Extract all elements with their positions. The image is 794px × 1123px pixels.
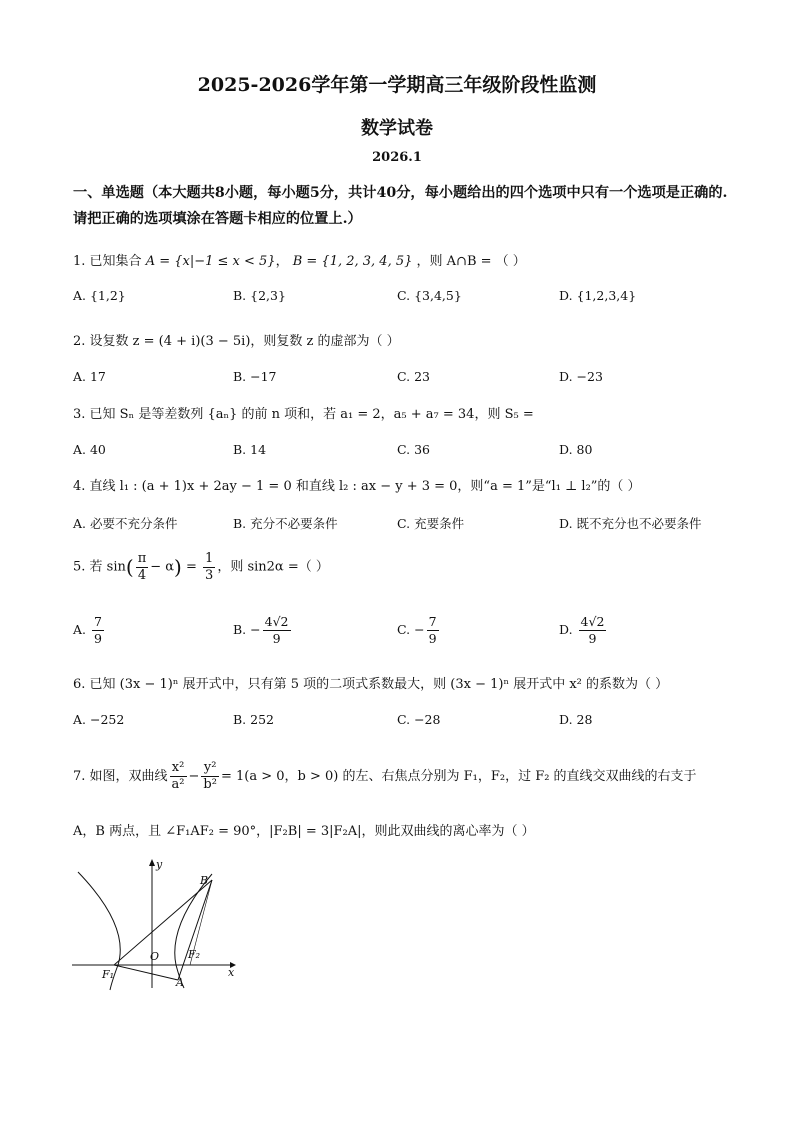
- q5-option-b[interactable]: B. − $\frac{4√2}{9}$: [233, 614, 289, 646]
- q5-inner-tail: − α: [150, 559, 175, 575]
- q2-option-d[interactable]: D. −23: [559, 369, 603, 384]
- y-axis-arrow: [149, 859, 155, 866]
- q1-prefix: 1. 已知集合: [73, 254, 142, 269]
- section-heading: 一、单选题（本大题共8小题，每小题5分，共计40分，每小题给出的四个选项中只有一个选项是正确的.请把正确的选项填涂在答题卡相应的位置上.）: [73, 185, 728, 227]
- q5-suffix: ，则 sin2α =（ ）: [217, 559, 329, 575]
- label-origin: O: [150, 950, 160, 963]
- q4-option-a[interactable]: A. 必要不充分条件: [73, 516, 178, 531]
- q5-prefix: 5. 若 sin: [73, 559, 126, 575]
- question-7-line2: A，B 两点，且 ∠F₁AF₂ = 90°，|F₂B| = 3|F₂A|，则此双曲线的离心率为（ ）: [73, 824, 535, 839]
- question-5: 5. 若 sin( $\frac{\pi}{4}$ − α) = $\frac{1}{3}$ ，则 sin2α =（ ）: [73, 550, 329, 583]
- q1-option-c[interactable]: C. {3,4,5}: [397, 288, 462, 303]
- q7-fraction-x: $\frac{\text{x²}}{\text{a²}}$: [171, 760, 185, 792]
- q3-option-c[interactable]: C. 36: [397, 442, 430, 457]
- exam-subject: 数学试卷: [361, 118, 433, 139]
- q6-option-a[interactable]: A. −252: [73, 712, 125, 727]
- q6-option-b[interactable]: B. 252: [233, 712, 274, 727]
- label-x: x: [228, 966, 235, 979]
- hyperbola-diagram: [70, 856, 240, 991]
- q1-option-a[interactable]: A. {1,2}: [73, 288, 126, 303]
- q7-prefix: 7. 如图，双曲线: [73, 769, 168, 784]
- label-a: A: [176, 976, 184, 989]
- q2-option-a[interactable]: A. 17: [73, 369, 106, 384]
- q7-mid: = 1(a > 0，b > 0) 的左、右焦点分别为 F₁，F₂，过 F₂ 的直线交双曲线的右支于: [220, 769, 697, 784]
- q4-option-c[interactable]: C. 充要条件: [397, 516, 465, 531]
- q2-option-b[interactable]: B. −17: [233, 369, 277, 384]
- label-b: B: [200, 874, 209, 887]
- question-4: 4. 直线 l₁ : (a + 1)x + 2ay − 1 = 0 和直线 l₂ : ax − y + 3 = 0，则“a = 1”是“l₁ ⊥ l₂”的（ ）: [73, 479, 641, 494]
- q5-options: [73, 614, 733, 654]
- exam-title: 2025-2026学年第一学期高三年级阶段性监测: [197, 74, 597, 96]
- q6-option-c[interactable]: C. −28: [397, 712, 441, 727]
- exam-date: 2026.1: [372, 150, 422, 165]
- q1-suffix: ，则 A∩B = （ ）: [416, 254, 526, 269]
- question-3: 3. 已知 Sₙ 是等差数列 {aₙ} 的前 n 项和，若 a₁ = 2，a₅ + a₇ = 34，则 S₅ =: [73, 407, 534, 422]
- line-f1-a: [114, 965, 178, 980]
- hyperbola-right-branch: [175, 874, 212, 988]
- q1-set-a: A = {x|−1 ≤ x < 5}: [145, 254, 276, 269]
- question-6: 6. 已知 (3x − 1)ⁿ 展开式中，只有第 5 项的二项式系数最大，则 (3x − 1)ⁿ 展开式中 x² 的系数为（ ）: [73, 677, 669, 692]
- q3-option-d[interactable]: D. 80: [559, 442, 593, 457]
- q3-options: [73, 442, 733, 462]
- q5-option-d[interactable]: D. $\frac{4√2}{9}$: [559, 614, 605, 646]
- label-f2: F₂: [188, 948, 201, 961]
- q5-option-c[interactable]: C. − $\frac{7}{9}$: [397, 614, 437, 646]
- q5-inner-fraction: $\frac{\pi}{4}$: [137, 550, 147, 583]
- q1-option-b[interactable]: B. {2,3}: [233, 288, 286, 303]
- q6-options: [73, 712, 733, 732]
- q3-option-b[interactable]: B. 14: [233, 442, 267, 457]
- question-7: 7. 如图，双曲线 $\frac{\text{x²}}{\text{a²}}$ − $\frac{\text{y²}}{\text{b²}}$ = 1(a > 0，b > 0) 的左、右焦点分别为 F₁，F₂，过 F₂ 的直线交双曲线的右支于: [73, 760, 697, 792]
- label-y: y: [156, 858, 163, 871]
- q7-fraction-y: $\frac{\text{y²}}{\text{b²}}$: [203, 760, 217, 792]
- question-1: 1. 已知集合 A = {x|−1 ≤ x < 5}， B = {1, 2, 3, 4, 5} ，则 A∩B = （ ）: [73, 254, 526, 269]
- hyperbola-figure: [70, 856, 240, 991]
- q4-options: [73, 514, 733, 534]
- q1-set-b: B = {1, 2, 3, 4, 5}: [292, 254, 413, 269]
- q5-option-a[interactable]: A. $\frac{7}{9}$: [73, 614, 102, 646]
- q4-option-b[interactable]: B. 充分不必要条件: [233, 516, 338, 531]
- q1-option-d[interactable]: D. {1,2,3,4}: [559, 288, 637, 303]
- label-f1: F₁: [102, 968, 115, 981]
- q5-eq-fraction: $\frac{1}{3}$: [205, 550, 214, 583]
- q2-option-c[interactable]: C. 23: [397, 369, 430, 384]
- q1-options: [73, 288, 733, 308]
- q6-option-d[interactable]: D. 28: [559, 712, 593, 727]
- question-2: 2. 设复数 z = (4 + i)(3 − 5i)，则复数 z 的虚部为（ ）: [73, 334, 400, 349]
- q2-options: [73, 369, 733, 389]
- q3-option-a[interactable]: A. 40: [73, 442, 106, 457]
- q4-option-d[interactable]: D. 既不充分也不必要条件: [559, 516, 702, 531]
